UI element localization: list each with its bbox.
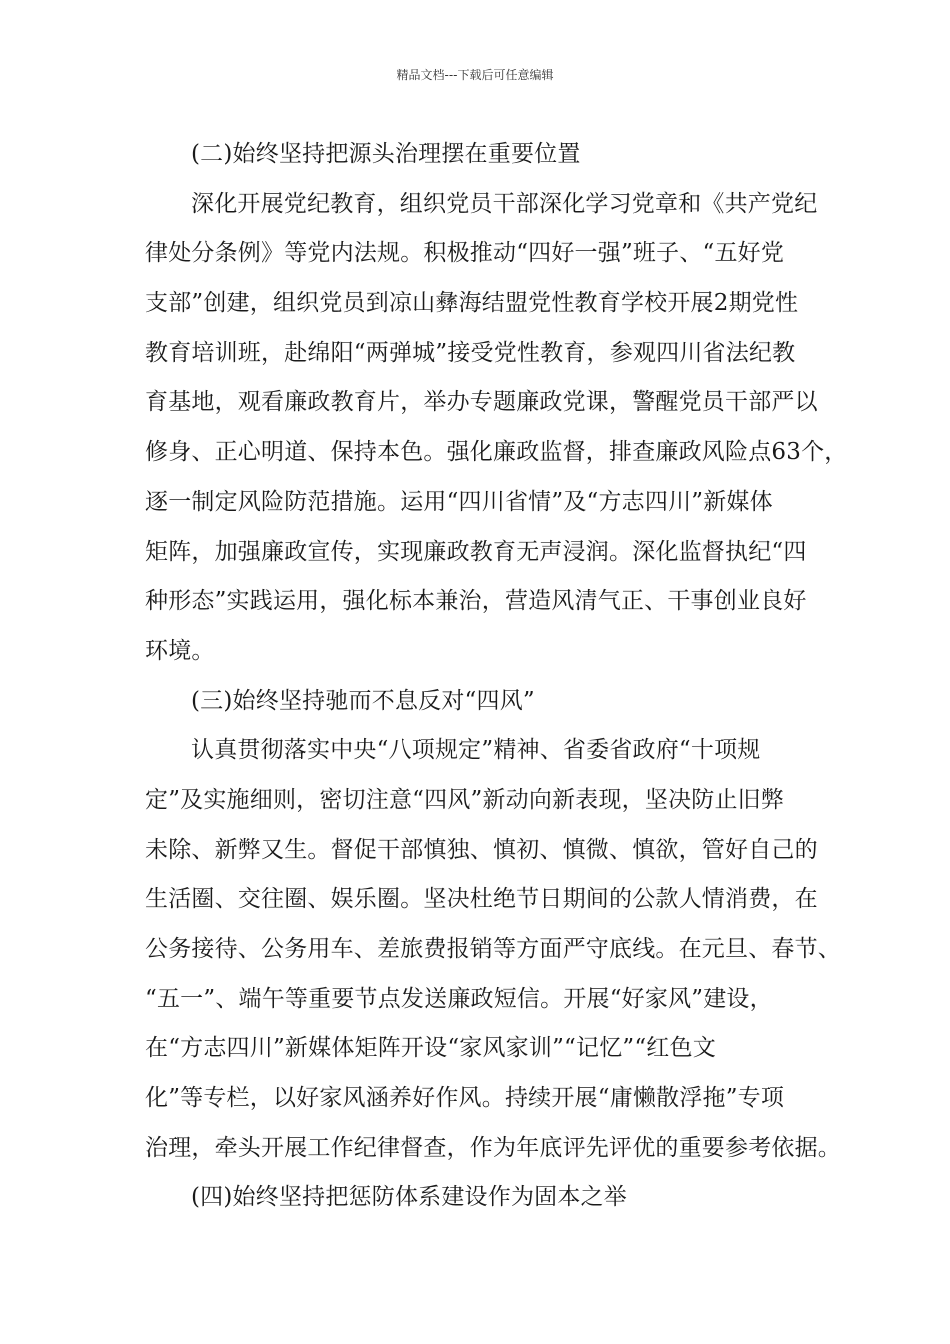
paragraph-line: 定”及实施细则，密切注意“四风”新动向新表现，坚决防止旧弊 <box>145 786 785 813</box>
paragraph-line: 未除、新弊又生。督促干部慎独、慎初、慎微、慎欲，管好自己的 <box>145 836 818 863</box>
paragraph-line: 治理，牵头开展工作纪律督查，作为年底评先评优的重要参考依据。 <box>145 1134 841 1161</box>
paragraph-line: 在“方志四川”新媒体矩阵开设“家风家训”“记忆”“红色文 <box>145 1035 716 1062</box>
paragraph-line: 支部”创建，组织党员到凉山彝海结盟党性教育学校开展2期党性 <box>145 290 799 317</box>
section-heading: (四)始终坚持把惩防体系建设作为固本之举 <box>191 1184 627 1211</box>
paragraph-line: 认真贯彻落实中央“八项规定”精神、省委省政府“十项规 <box>191 737 761 764</box>
paragraph-line: 种形态”实践运用，强化标本兼治，营造风清气正、干事创业良好 <box>145 588 807 615</box>
paragraph-line: 育基地，观看廉政教育片，举办专题廉政党课，警醒党员干部严以 <box>145 389 818 416</box>
document-body <box>145 130 848 1223</box>
paragraph-line: “五一”、端午等重要节点发送廉政短信。开展“好家风”建设， <box>145 985 773 1012</box>
page-header: 精品文档---下载后可任意编辑 <box>396 68 554 82</box>
paragraph-line: 教育培训班，赴绵阳“两弹城”接受党性教育，参观四川省法纪教 <box>145 339 796 366</box>
paragraph-line: 修身、正心明道、保持本色。强化廉政监督，排查廉政风险点63个， <box>145 439 848 466</box>
paragraph-line: 深化开展党纪教育，组织党员干部深化学习党章和《共产党纪 <box>191 190 818 217</box>
paragraph-line: 律处分条例》等党内法规。积极推动“四好一强”班子、“五好党 <box>145 240 785 267</box>
paragraph-line: 化”等专栏，以好家风涵养好作风。持续开展“庸懒散浮拖”专项 <box>145 1085 785 1112</box>
section-heading: (二)始终坚持把源头治理摆在重要位置 <box>191 141 581 167</box>
paragraph-line: 矩阵，加强廉政宣传，实现廉政教育无声浸润。深化监督执纪“四 <box>145 538 807 565</box>
paragraph-line: 公务接待、公务用车、差旅费报销等方面严守底线。在元旦、春节、 <box>145 936 841 962</box>
paragraph-line: 生活圈、交往圈、娱乐圈。坚决杜绝节日期间的公款人情消费，在 <box>145 886 818 913</box>
section-heading: (三)始终坚持驰而不息反对“四风” <box>191 687 535 714</box>
paragraph-line: 逐一制定风险防范措施。运用“四川省情”及“方志四川”新媒体 <box>145 488 773 515</box>
paragraph-line: 环境。 <box>145 637 215 664</box>
